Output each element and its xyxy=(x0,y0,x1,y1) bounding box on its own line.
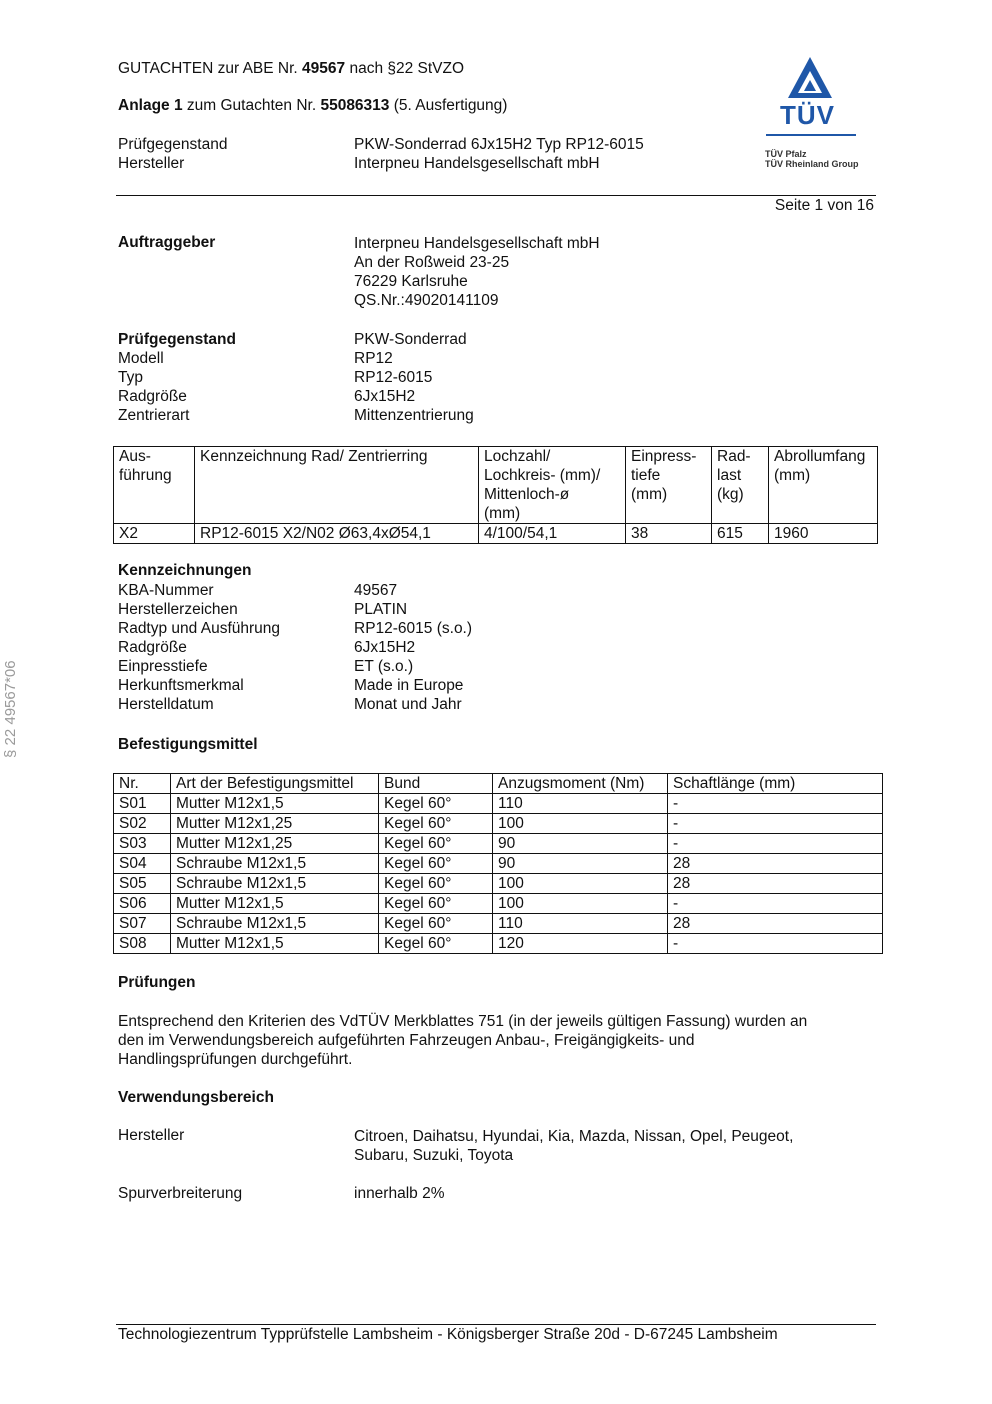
header-line-2-post: (5. Ausfertigung) xyxy=(389,97,508,114)
table-row xyxy=(114,874,883,894)
tuev-logo-text: TÜV xyxy=(780,100,835,130)
bef-col-header: Anzugsmoment (Nm) xyxy=(493,774,668,794)
pruef-row xyxy=(118,368,474,387)
table-cell: S03 xyxy=(114,834,171,854)
table-cell: S05 xyxy=(114,874,171,894)
header-line-1-pre: GUTACHTEN zur ABE Nr. xyxy=(118,60,303,77)
pruefungen-line: Handlingsprüfungen durchgeführt. xyxy=(118,1051,353,1068)
footer-divider xyxy=(116,1324,876,1325)
table-cell: 615 xyxy=(712,524,769,544)
kenn-value: PLATIN xyxy=(354,601,408,618)
wheel-col-header: Aus- führung xyxy=(114,447,195,524)
table-cell: S06 xyxy=(114,894,171,914)
verwendungsbereich-title: Verwendungsbereich xyxy=(118,1089,274,1106)
header-divider xyxy=(116,195,876,196)
verwendung-hersteller-line: Subaru, Suzuki, Toyota xyxy=(354,1147,514,1164)
table-cell: - xyxy=(668,934,883,954)
wheel-col-header: Abrollumfang (mm) xyxy=(769,447,878,524)
kennzeichnungen-block xyxy=(118,581,472,714)
table-cell: S01 xyxy=(114,794,171,814)
kenn-row xyxy=(118,619,472,638)
table-cell: 28 xyxy=(668,914,883,934)
kenn-value: RP12-6015 (s.o.) xyxy=(354,620,473,637)
table-cell: Schraube M12x1,5 xyxy=(171,914,379,934)
table-cell: Kegel 60° xyxy=(379,894,493,914)
tuev-logo-sub2: TÜV Rheinland Group xyxy=(765,159,859,169)
anlage-label: Anlage 1 xyxy=(118,97,183,114)
spurverbreiterung-label: Spurverbreiterung xyxy=(118,1185,243,1202)
header-line-2-mid: zum Gutachten Nr. xyxy=(182,97,321,114)
table-cell: Schraube M12x1,5 xyxy=(171,854,379,874)
kenn-row xyxy=(118,657,472,676)
bef-col-header: Schaftlänge (mm) xyxy=(668,774,883,794)
auftraggeber-line: 76229 Karlsruhe xyxy=(354,273,468,290)
header-line-2 xyxy=(118,97,507,115)
table-cell: Schraube M12x1,5 xyxy=(171,874,379,894)
pruefungen-line: Entsprechend den Kriterien des VdTÜV Merkblattes 751 (in der jeweils gültigen Fassung) wurden an xyxy=(118,1013,808,1030)
table-cell: Kegel 60° xyxy=(379,854,493,874)
wheel-col-header: Kennzeichnung Rad/ Zentrierring xyxy=(195,447,479,524)
verwendung-hersteller-line: Citroen, Daihatsu, Hyundai, Kia, Mazda, Nissan, Opel, Peugeot, xyxy=(354,1128,794,1145)
kenn-key: Herstellerzeichen xyxy=(118,601,238,618)
header-line-1 xyxy=(118,60,464,78)
table-cell: 120 xyxy=(493,934,668,954)
bef-col-header: Nr. xyxy=(114,774,171,794)
table-row xyxy=(114,914,883,934)
bef-col-header: Bund xyxy=(379,774,493,794)
pruef-value: PKW-Sonderrad xyxy=(354,331,467,348)
table-cell: 4/100/54,1 xyxy=(479,524,626,544)
table-cell: 28 xyxy=(668,854,883,874)
kenn-row xyxy=(118,638,472,657)
table-cell: - xyxy=(668,894,883,914)
pruefgegenstand-block xyxy=(118,330,474,425)
kenn-value: ET (s.o.) xyxy=(354,658,414,675)
table-row xyxy=(114,524,878,544)
table-cell: Kegel 60° xyxy=(379,834,493,854)
gutachten-number: 55086313 xyxy=(320,97,390,114)
kenn-value: 6Jx15H2 xyxy=(354,639,416,656)
spurverbreiterung-value: innerhalb 2% xyxy=(354,1185,445,1202)
table-cell: S08 xyxy=(114,934,171,954)
table-cell: Mutter M12x1,25 xyxy=(171,834,379,854)
pruef-key: Modell xyxy=(118,350,164,367)
table-cell: Kegel 60° xyxy=(379,794,493,814)
pruef-value: RP12 xyxy=(354,350,393,367)
befestigung-title: Befestigungsmittel xyxy=(118,736,258,753)
footer-text: Technologiezentrum Typprüfstelle Lambsheim - Königsberger Straße 20d - D-67245 Lambsheim xyxy=(118,1326,778,1343)
kenn-row xyxy=(118,600,472,619)
table-row xyxy=(114,834,883,854)
auftraggeber-line: An der Roßweid 23-25 xyxy=(354,254,510,271)
wheel-col-header: Einpress- tiefe (mm) xyxy=(626,447,712,524)
kenn-key: KBA-Nummer xyxy=(118,582,214,599)
verwendung-hersteller-label: Hersteller xyxy=(118,1127,185,1144)
table-cell: 1960 xyxy=(769,524,878,544)
bef-col-header: Art der Befestigungsmittel xyxy=(171,774,379,794)
table-cell: Mutter M12x1,5 xyxy=(171,934,379,954)
table-cell: Kegel 60° xyxy=(379,874,493,894)
table-cell: 100 xyxy=(493,894,668,914)
table-cell: Kegel 60° xyxy=(379,914,493,934)
table-row xyxy=(114,854,883,874)
kenn-key: Einpresstiefe xyxy=(118,658,208,675)
wheel-col-header: Rad- last (kg) xyxy=(712,447,769,524)
wheel-table-header xyxy=(114,447,878,524)
pruef-row xyxy=(118,330,474,349)
table-cell: 90 xyxy=(493,834,668,854)
table-cell: 100 xyxy=(493,874,668,894)
pruef-row xyxy=(118,349,474,368)
wheel-table xyxy=(113,446,878,544)
header-line-1-post: nach §22 StVZO xyxy=(345,60,465,77)
pruef-row xyxy=(118,406,474,425)
table-cell: S07 xyxy=(114,914,171,934)
kenn-key: Radgröße xyxy=(118,639,187,656)
page-number: Seite 1 von 16 xyxy=(774,197,874,214)
pruef-value: 6Jx15H2 xyxy=(354,388,416,405)
sidebar-stamp: § 22 49567*06 xyxy=(2,660,19,758)
verwendung-hersteller-value xyxy=(354,1127,793,1165)
befestigung-header xyxy=(114,774,883,794)
header-pruef-label: Prüfgegenstand xyxy=(118,136,228,153)
auftraggeber-label: Auftraggeber xyxy=(118,234,216,251)
table-cell: - xyxy=(668,794,883,814)
abe-number: 49567 xyxy=(302,60,346,77)
pruef-key: Zentrierart xyxy=(118,407,190,424)
pruefungen-line: den im Verwendungsbereich aufgeführten Fahrzeugen Anbau-, Freigängigkeits- und xyxy=(118,1032,695,1049)
table-cell: 38 xyxy=(626,524,712,544)
tuev-triangle-icon xyxy=(762,56,862,106)
table-cell: 100 xyxy=(493,814,668,834)
kenn-key: Radtyp und Ausführung xyxy=(118,620,281,637)
pruef-key: Prüfgegenstand xyxy=(118,331,236,348)
kenn-row xyxy=(118,676,472,695)
table-cell: - xyxy=(668,814,883,834)
table-cell: Mutter M12x1,5 xyxy=(171,794,379,814)
tuev-logo-sub1: TÜV Pfalz xyxy=(765,149,807,159)
kenn-row xyxy=(118,695,472,714)
table-cell: S02 xyxy=(114,814,171,834)
table-cell: 110 xyxy=(493,914,668,934)
pruefungen-title: Prüfungen xyxy=(118,974,196,991)
table-cell: 90 xyxy=(493,854,668,874)
befestigung-table xyxy=(113,773,883,954)
table-cell: X2 xyxy=(114,524,195,544)
table-cell: Mutter M12x1,5 xyxy=(171,894,379,914)
pruefungen-text xyxy=(118,1012,807,1069)
table-cell: 28 xyxy=(668,874,883,894)
tuev-logo-bar xyxy=(766,134,856,136)
table-row xyxy=(114,934,883,954)
table-row xyxy=(114,894,883,914)
table-row xyxy=(114,794,883,814)
table-cell: Mutter M12x1,25 xyxy=(171,814,379,834)
table-cell: Kegel 60° xyxy=(379,934,493,954)
header-hersteller-label: Hersteller xyxy=(118,155,185,172)
kenn-row xyxy=(118,581,472,600)
kenn-key: Herkunftsmerkmal xyxy=(118,677,244,694)
pruef-row xyxy=(118,387,474,406)
table-cell: - xyxy=(668,834,883,854)
kenn-value: Made in Europe xyxy=(354,677,464,694)
auftraggeber-address xyxy=(354,234,600,310)
table-cell: RP12-6015 X2/N02 Ø63,4xØ54,1 xyxy=(195,524,479,544)
table-cell: S04 xyxy=(114,854,171,874)
kenn-value: 49567 xyxy=(354,582,398,599)
kennzeichnungen-title: Kennzeichnungen xyxy=(118,562,252,579)
table-row xyxy=(114,814,883,834)
auftraggeber-line: Interpneu Handelsgesellschaft mbH xyxy=(354,235,600,252)
table-cell: Kegel 60° xyxy=(379,814,493,834)
tuev-logo xyxy=(762,56,862,176)
kenn-value: Monat und Jahr xyxy=(354,696,462,713)
pruef-value: Mittenzentrierung xyxy=(354,407,474,424)
header-pruef-value: PKW-Sonderrad 6Jx15H2 Typ RP12-6015 xyxy=(354,136,644,153)
pruef-key: Typ xyxy=(118,369,143,386)
table-cell: 110 xyxy=(493,794,668,814)
pruef-key: Radgröße xyxy=(118,388,187,405)
header-hersteller-value: Interpneu Handelsgesellschaft mbH xyxy=(354,155,600,172)
wheel-col-header: Lochzahl/ Lochkreis- (mm)/ Mittenloch-ø (mm) xyxy=(479,447,626,524)
kenn-key: Herstelldatum xyxy=(118,696,214,713)
auftraggeber-line: QS.Nr.:49020141109 xyxy=(354,292,499,309)
pruef-value: RP12-6015 xyxy=(354,369,433,386)
